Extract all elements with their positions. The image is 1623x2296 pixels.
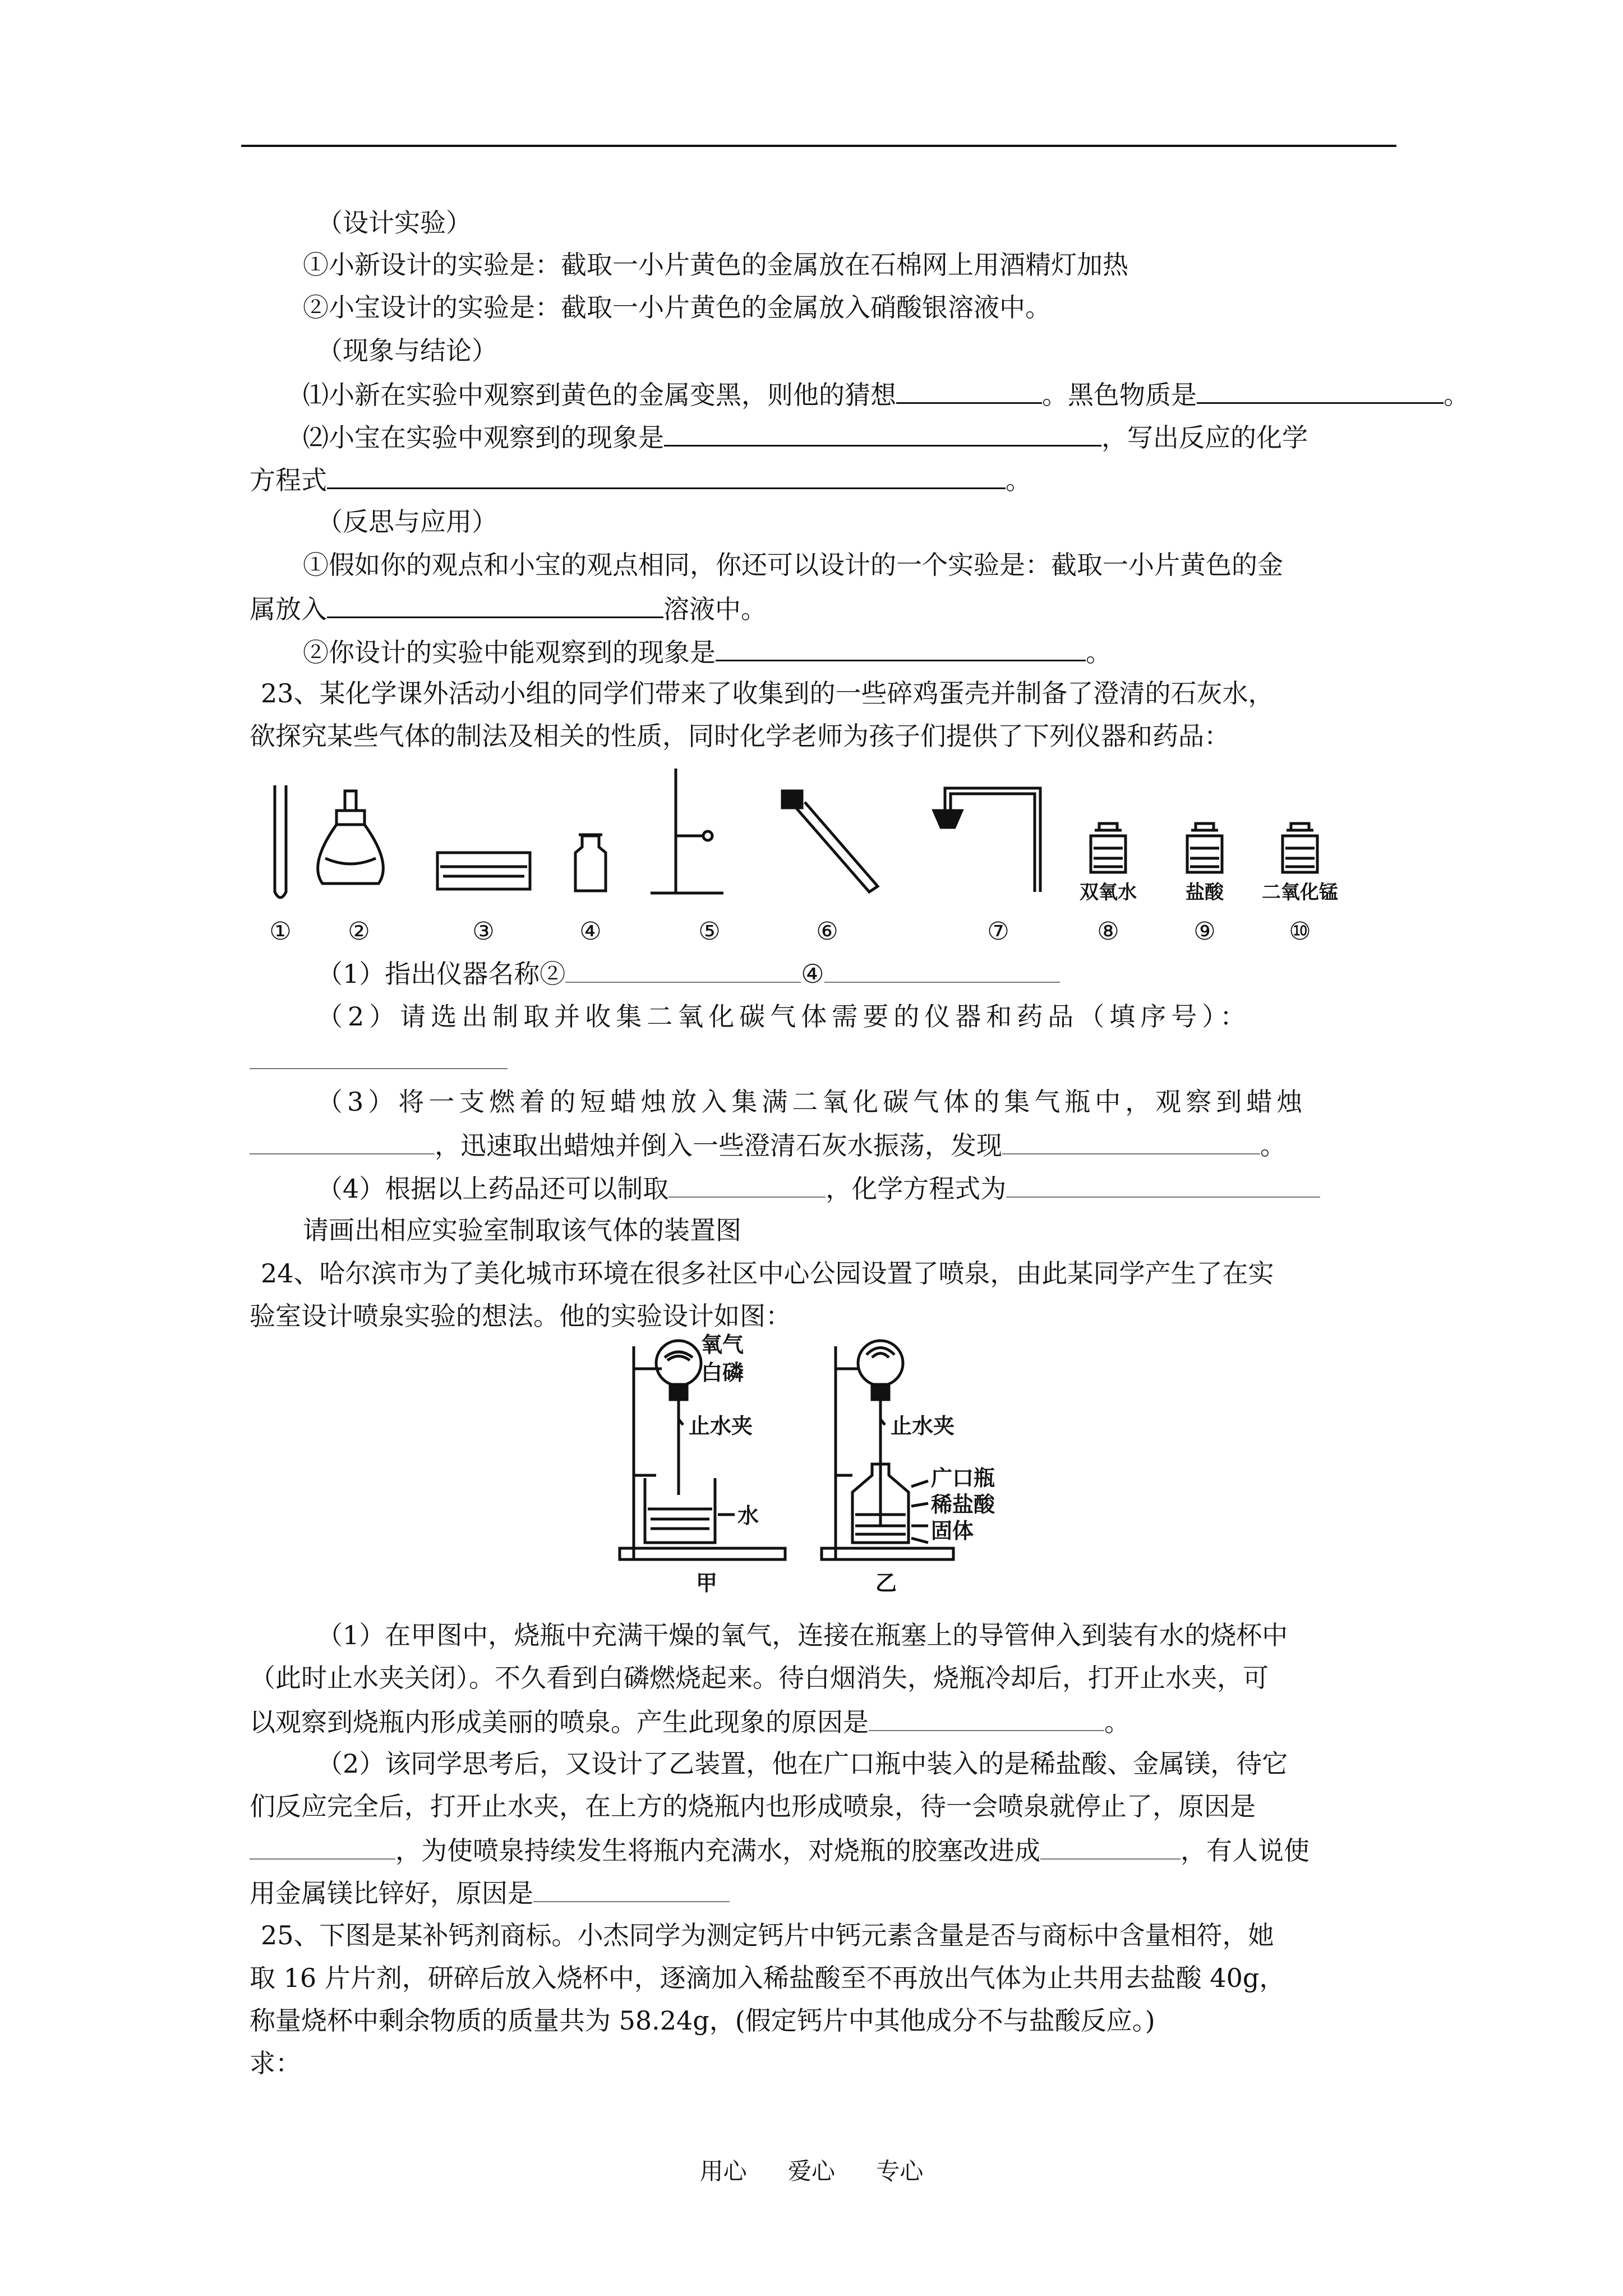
q24-s2-e: 用金属镁比锌好，原因是	[250, 1875, 730, 1910]
reflect-1: ①假如你的观点和小宝的观点相同，你还可以设计的一个实验是：截取一小片黄色的金	[303, 550, 1283, 580]
footer-word: 专心	[876, 2157, 924, 2185]
reagent-bottle-icon	[1091, 823, 1126, 872]
iron-stand-icon	[651, 769, 723, 893]
answer-blank[interactable]	[565, 956, 801, 983]
water-trough-icon	[437, 853, 530, 889]
caption-yi: 乙	[875, 1571, 897, 1595]
reflect-title: （反思与应用）	[317, 507, 497, 537]
q24-s1-c: 以观察到烧瓶内形成美丽的喷泉。产生此现象的原因是 。	[250, 1704, 1130, 1739]
answer-blank[interactable]	[250, 1833, 395, 1860]
answer-blank[interactable]	[250, 1042, 508, 1069]
q25-l2: 取 16 片片剂，研碎后放入烧杯中，逐滴加入稀盐酸至不再放出气体为止共用去盐酸 40g，	[250, 1963, 1285, 1993]
q25-l3: 称量烧杯中剩余物质的质量共为 58.24g，(假定钙片中其他成分不与盐酸反应。)	[250, 2005, 1155, 2036]
header-rule	[241, 145, 1396, 147]
label-clamp-yi: 止水夹	[891, 1414, 955, 1438]
q25-l1: 25、下图是某补钙剂商标。小杰同学为测定钙片中钙元素含量是否与商标中含量相符，她	[261, 1920, 1274, 1950]
q23-s3-cont: ，迅速取出蜡烛并倒入一些澄清石灰水振荡，发现 。	[250, 1128, 1286, 1162]
answer-blank[interactable]	[896, 376, 1042, 404]
label-solid: 固体	[931, 1519, 974, 1543]
caption-jia: 甲	[695, 1571, 718, 1595]
answer-blank[interactable]	[716, 634, 1086, 661]
phenomenon-2-eq: 方程式 。	[250, 462, 1031, 497]
answer-blank[interactable]	[327, 462, 1006, 489]
q24-intro-2: 验室设计喷泉实验的想法。他的实验设计如图：	[250, 1301, 791, 1331]
answer-blank[interactable]	[533, 1875, 730, 1902]
phenomenon-1: ⑴小新在实验中观察到黄色的金属变黑，则他的猜想 。黑色物质是 。	[303, 376, 1469, 412]
q23-s2: （2）请选出制取并收集二氧化碳气体需要的仪器和药品（填序号）：	[317, 1001, 1251, 1032]
apparatus-figure	[247, 757, 1346, 959]
reagent-bottle-icon	[1283, 823, 1317, 872]
apparatus-num: ④	[579, 917, 602, 946]
test-tube-icon	[275, 785, 286, 898]
phenomenon-title: （现象与结论）	[317, 335, 497, 366]
q25-l4: 求：	[250, 2048, 301, 2078]
design-2: ②小宝设计的实验是：截取一小片黄色的金属放入硝酸银溶液中。	[303, 292, 1051, 323]
label-water: 水	[737, 1503, 759, 1528]
reflect-2: ②你设计的实验中能观察到的现象是 。	[303, 634, 1112, 669]
q24-s1-b: （此时止水夹关闭）。不久看到白磷燃烧起来。待白烟消失，烧瓶冷却后，打开止水夹，可	[250, 1663, 1269, 1693]
answer-blank[interactable]	[664, 419, 1101, 447]
answer-blank[interactable]	[869, 1704, 1104, 1731]
apparatus-num: ②	[348, 917, 370, 946]
bent-tube-icon	[782, 791, 878, 892]
reagent-label: 盐酸	[1186, 881, 1224, 904]
footer-word: 爱心	[787, 2157, 835, 2185]
answer-blank[interactable]	[824, 956, 1060, 983]
answer-blank[interactable]	[1040, 1833, 1181, 1860]
answer-blank[interactable]	[1006, 1171, 1320, 1198]
design-title: （设计实验）	[317, 208, 472, 238]
q24-s2-c: ，为使喷泉持续发生将瓶内充满水，对烧瓶的胶塞改进成 ，有人说使	[250, 1833, 1310, 1867]
label-clamp-jia: 止水夹	[689, 1414, 753, 1438]
apparatus-num: ⑩	[1289, 917, 1311, 946]
answer-blank[interactable]	[1197, 376, 1444, 404]
apparatus-num: ⑦	[987, 917, 1009, 946]
q24-s2-b: 们反应完全后，打开止水夹，在上方的烧瓶内也形成喷泉，待一会喷泉就停止了，原因是	[250, 1791, 1256, 1821]
apparatus-num: ①	[269, 917, 292, 946]
answer-blank[interactable]	[327, 591, 663, 618]
label-wide-bottle: 广口瓶	[931, 1466, 995, 1490]
footer-word: 用心	[699, 2157, 747, 2185]
apparatus-num: ⑧	[1097, 917, 1119, 946]
answer-blank[interactable]	[250, 1128, 435, 1154]
reagent-label: 二氧化锰	[1262, 881, 1338, 904]
q24-intro-1: 24、哈尔滨市为了美化城市环境在很多社区中心公园设置了喷泉，由此某同学产生了在实	[261, 1258, 1274, 1289]
reagent-bottle-icon	[1187, 823, 1222, 872]
reflect-1-cont: 属放入 溶液中。	[250, 591, 767, 626]
apparatus-num: ⑤	[698, 917, 721, 946]
q23-s4: （4）根据以上药品还可以制取 ，化学方程式为	[317, 1171, 1320, 1205]
q23-s1: （1）指出仪器名称② ④	[317, 956, 1060, 991]
page-footer	[0, 2153, 1623, 2187]
q24-s1-a: （1）在甲图中，烧瓶中充满干燥的氧气，连接在瓶塞上的导管伸入到装有水的烧杯中	[317, 1620, 1288, 1650]
label-white-phosphorus: 白磷	[701, 1360, 744, 1385]
delivery-tube-icon	[934, 788, 1040, 892]
apparatus-num: ⑨	[1193, 917, 1216, 946]
reagent-label: 双氧水	[1080, 881, 1137, 904]
answer-blank[interactable]	[1002, 1128, 1260, 1154]
q23-s3: （3）将一支燃着的短蜡烛放入集满二氧化碳气体的集气瓶中，观察到蜡烛	[317, 1087, 1307, 1117]
alcohol-lamp-icon	[318, 791, 384, 884]
fountain-figure	[617, 1332, 1043, 1595]
apparatus-num: ③	[472, 917, 495, 946]
answer-blank[interactable]	[668, 1171, 826, 1198]
q23-intro-1: 23、某化学课外活动小组的同学们带来了收集到的一些碎鸡蛋壳并制备了澄清的石灰水，	[261, 678, 1274, 708]
phenomenon-2: ⑵小宝在实验中观察到的现象是 ，写出反应的化学	[303, 419, 1308, 454]
apparatus-num: ⑥	[816, 917, 838, 946]
q23-intro-2: 欲探究某些气体的制法及相关的性质，同时化学老师为孩子们提供了下列仪器和药品：	[250, 721, 1230, 751]
q23-s2-blank-line	[250, 1042, 508, 1077]
label-dilute-hcl: 稀盐酸	[931, 1492, 995, 1517]
label-oxygen: 氧气	[701, 1332, 744, 1357]
q23-s4-draw: 请画出相应实验室制取该气体的装置图	[303, 1215, 741, 1245]
q24-s2-a: （2）该同学思考后，又设计了乙装置，他在广口瓶中装入的是稀盐酸、金属镁，待它	[317, 1749, 1288, 1779]
gas-jar-icon	[575, 835, 606, 891]
design-1: ①小新设计的实验是：截取一小片黄色的金属放在石棉网上用酒精灯加热	[303, 250, 1128, 280]
